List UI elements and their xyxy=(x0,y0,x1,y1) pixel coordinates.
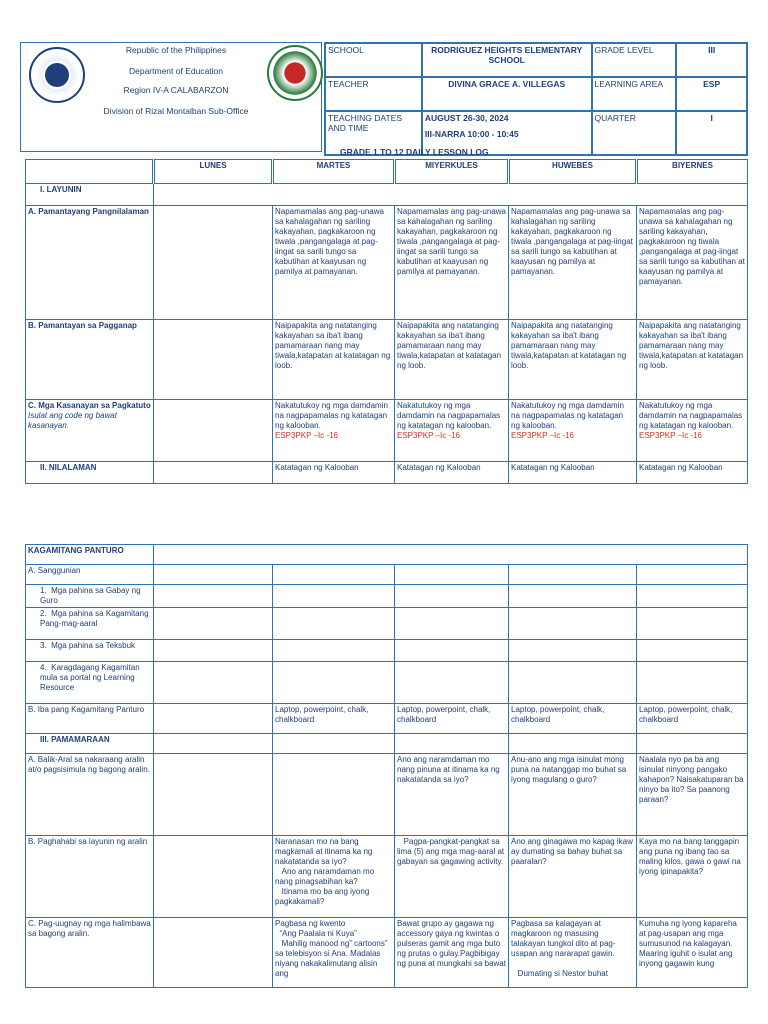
blank-cell xyxy=(395,585,509,608)
department-text: Department of Education xyxy=(128,66,224,76)
kasanayan-label: C. Mga Kasanayan sa Pagkatuto xyxy=(28,401,151,410)
school-value: RODRIGUEZ HEIGHTS ELEMENTARY SCHOOL xyxy=(422,43,592,77)
blank-cell xyxy=(509,585,637,608)
blank-cell xyxy=(637,640,748,662)
paghahabi-miyerkules: Pagpa-pangkat-pangkat sa lima (5) ang mga mag-aaral at gabayan sa gagawing activity. xyxy=(395,836,509,918)
nilalaman-martes: Katatagan ng Kalooban xyxy=(273,462,395,484)
header xyxy=(20,42,748,152)
pagganap-lunes xyxy=(154,320,273,400)
blank-cell xyxy=(395,734,509,754)
kasanayan-code: ESP3PKP –Ic -16 xyxy=(639,431,702,440)
kasanayan-text: Nakatutukoy ng mga damdamin na nagpapamalas ng katatagan ng kalooban. xyxy=(397,401,501,430)
teacher-value: DIVINA GRACE A. VILLEGAS xyxy=(422,77,592,111)
kasanayan-biyernes xyxy=(637,400,748,462)
blank-cell xyxy=(154,640,273,662)
teacher-label: TEACHER xyxy=(325,77,422,111)
blank-cell xyxy=(273,640,395,662)
kasanayan-text: Nakatutukoy ng mga damdamin na nagpapamalas ng katatagan ng kalooban. xyxy=(275,401,388,430)
nilalaman-huwebes: Katatagan ng Kalooban xyxy=(509,462,637,484)
kagamitang-blank xyxy=(154,545,748,565)
kasanayan-martes xyxy=(273,400,395,462)
sanggunian-item-4: 4. Karagdagang Kagamitan mula sa portal ng Learning Resource xyxy=(26,662,154,704)
blank-cell xyxy=(509,565,637,585)
blank-cell xyxy=(509,662,637,704)
paguugnay-huwebes: Pagbasa sa kalagayan at magkaroon ng masusing talakayan tungkol dito at pag-usapan ang nararapat gawin. Dumating si Nestor buhat xyxy=(509,918,637,988)
blank-cell xyxy=(273,734,395,754)
blank-cell xyxy=(637,608,748,640)
pagganap-miyerkules: Naipapakita ang natatanging kakayahan sa iba't ibang pamamaraan nang may tiwala,katapatan at katatagan ng loob. xyxy=(395,320,509,400)
iba-lunes xyxy=(154,704,273,734)
kasanayan-code: ESP3PKP –Ic -16 xyxy=(275,431,338,440)
school-label: SCHOOL xyxy=(325,43,422,77)
pagganap-martes: Naipapakita ang natatanging kakayahan sa iba't ibang pamamaraan nang may tiwala,katapatan at katatagan ng loob. xyxy=(273,320,395,400)
blank-cell xyxy=(509,608,637,640)
paghahabi-label: B. Paghahabi sa layunin ng aralin xyxy=(26,836,154,918)
quarter-label: QUARTER xyxy=(592,111,677,155)
paguugnay-miyerkules: Bawat grupo ay gagawa ng accessory gaya ng kwintas o pulseras gamit ang mga buto ng prutas o gulay.Pagbibigay ng puna at mungkahi sa bawat xyxy=(395,918,509,988)
lesson-log-table xyxy=(25,159,748,484)
sanggunian-item-text: Karagdagang Kagamitan mula sa portal ng Learning Resource xyxy=(40,663,140,692)
layunin-heading: I. LAYUNIN xyxy=(26,184,154,206)
blank-cell xyxy=(273,585,395,608)
nilalaman-biyernes: Katatagan ng Kalooban xyxy=(637,462,748,484)
school-seal-icon xyxy=(267,45,323,101)
paguugnay-martes: Pagbasa ng kwento “Ang Paalala ni Kuya” Mahilig manood ng” cartoons” sa telebisyon si Ana. Madalas niyang nakakalimutang alisin ang xyxy=(273,918,395,988)
sanggunian-label: A. Sanggunian xyxy=(26,565,154,585)
paguugnay-biyernes: Kumuha ng iyong kapareha at pag-usapan ang mga sumusunod na kalagayan. Maaring iguhit o isulat ang inyong gagawin kung xyxy=(637,918,748,988)
pagganap-label: B. Pamantayan sa Pagganap xyxy=(26,320,154,400)
materials-procedure-table xyxy=(25,544,748,988)
day-martes: MARTES xyxy=(273,160,395,184)
iba-miyerkules: Laptop, powerpoint, chalk, chalkboard xyxy=(395,704,509,734)
iba-martes: Laptop, powerpoint, chalk, chalkboard xyxy=(273,704,395,734)
blank-cell xyxy=(273,608,395,640)
area-label: LEARNING AREA xyxy=(592,77,677,111)
sanggunian-item-1: 1. Mga pahina sa Gabay ng Guro xyxy=(26,585,154,608)
blank-cell xyxy=(154,565,273,585)
day-biyernes: BIYERNES xyxy=(637,160,748,184)
area-value: ESP xyxy=(676,77,747,111)
kasanayan-text: Nakatutukoy ng mga damdamin na nagpapamalas ng katatagan ng kalooban. xyxy=(639,401,743,430)
kasanayan-lunes xyxy=(154,400,273,462)
kasanayan-code: ESP3PKP –Ic -16 xyxy=(511,431,574,440)
sanggunian-item-2: 2. Mga pahina sa Kagamitang Pang-mag-aaral xyxy=(26,608,154,640)
pagganap-huwebes: Naipapakita ang natatanging kakayahan sa iba't ibang pamamaraan nang may tiwala,katapatan at katatagan ng loob. xyxy=(509,320,637,400)
blank-cell xyxy=(637,662,748,704)
pagganap-biyernes: Naipapakita ang natatanging kakayahan sa iba't ibang pamamaraan nang may tiwala,katapatan at katatagan ng loob. xyxy=(637,320,748,400)
paghahabi-lunes xyxy=(154,836,273,918)
dates-label: TEACHING DATES AND TIME xyxy=(325,111,422,155)
paghahabi-biyernes: Kaya mo na bang tanggapin ang puna ng ibang tao sa maling kilos, gawa o gawi na iyong ipinapakita? xyxy=(637,836,748,918)
blank-cell xyxy=(273,662,395,704)
nilalaman-lunes xyxy=(154,462,273,484)
iba-label: B. Iba pang Kagamitang Panturo xyxy=(26,704,154,734)
day-miyerkules: MIYERKULES xyxy=(395,160,509,184)
blank-cell xyxy=(637,565,748,585)
layunin-blank xyxy=(154,184,748,206)
blank-cell xyxy=(273,565,395,585)
blank-cell xyxy=(154,734,273,754)
region-text: Region IV-A CALABARZON xyxy=(123,85,229,95)
balik-label: A. Balik-Aral sa nakaraang aralin at/o pagsisimula ng bagong aralin. xyxy=(26,754,154,836)
grade-value: III xyxy=(676,43,747,77)
sanggunian-item-3: 3. Mga pahina sa Teksbuk xyxy=(26,640,154,662)
nilalaman-heading: II. NILALAMAN xyxy=(26,462,154,484)
balik-huwebes: Anu-ano ang mga isinulat mong puna na natanggap mo buhat sa iyong magulang o guro? xyxy=(509,754,637,836)
pamantayang-biyernes: Napamamalas ang pag-unawa sa kahalagahan ng sariling kakayahan, pagkakaroon ng tiwala ,pangangalaga at pag-iingat sa sarili tungo sa kabutihan at kaayusan ng pamilya at pamayanan. xyxy=(637,206,748,320)
dates-value: AUGUST 26-30, 2024 xyxy=(424,113,509,123)
paguugnay-lunes xyxy=(154,918,273,988)
pamamaraan-heading: III. PAMAMARAAN xyxy=(26,734,154,754)
header-info-table xyxy=(324,42,748,156)
kasanayan-miyerkules xyxy=(395,400,509,462)
pamantayang-martes: Napamamalas ang pag-unawa sa kahalagahan ng sariling kakayahan, pagkakaroon ng tiwala ,pangangalaga at pag-iingat sa sarili tungo sa kabutihan at kaayusan ng pamilya at pamayanan. xyxy=(273,206,395,320)
pamantayang-miyerkules: Napamamalas ang pag-unawa sa kahalagahan ng sariling kakayahan, pagkakaroon ng tiwala ,pangangalaga at pag-iingat sa sarili tungo sa kabutihan at kaayusan ng pamilya at pamayanan. xyxy=(395,206,509,320)
kasanayan-cell xyxy=(26,400,154,462)
republic-text: Republic of the Philippines xyxy=(125,45,227,55)
page-title: GRADE 1 TO 12 DAILY LESSON LOG xyxy=(340,147,489,157)
header-office-box xyxy=(20,42,322,152)
kagamitang-heading: KAGAMITANG PANTURO xyxy=(26,545,154,565)
blank-cell xyxy=(637,585,748,608)
kasanayan-note: Isulat ang code ng bawat kasanayan. xyxy=(28,411,117,430)
sanggunian-item-text: Mga pahina sa Kagamitang Pang-mag-aaral xyxy=(40,609,149,628)
blank-cell xyxy=(154,662,273,704)
balik-lunes xyxy=(154,754,273,836)
sanggunian-item-text: Mga pahina sa Teksbuk xyxy=(51,641,136,650)
day-huwebes: HUWEBES xyxy=(509,160,637,184)
blank-cell xyxy=(509,640,637,662)
blank-cell xyxy=(395,662,509,704)
grade-label: GRADE LEVEL xyxy=(592,43,677,77)
corner-cell xyxy=(26,160,154,184)
kasanayan-huwebes xyxy=(509,400,637,462)
blank-cell xyxy=(395,640,509,662)
kasanayan-text: Nakatutukoy ng mga damdamin na nagpapamalas ng katatagan ng kalooban. xyxy=(511,401,624,430)
blank-cell xyxy=(637,734,748,754)
paguugnay-label: C. Pag-uugnay ng mga halimbawa sa bagong aralin. xyxy=(26,918,154,988)
blank-cell xyxy=(154,585,273,608)
paghahabi-huwebes: Ano ang ginagawa mo kapag ikaw ay dumating sa bahay buhat sa paaralan? xyxy=(509,836,637,918)
balik-biyernes: Naalala nyo pa ba ang isinulat ninyong pangako kahapon? Naisakatuparan ba ninyo ba ito? Sa paanong paraan? xyxy=(637,754,748,836)
pamantayang-huwebes: Napamamalas ang pag-unawa sa kahalagahan ng sariling kakayahan, pagkakaroon ng tiwala ,pangangalaga at pag-iingat sa sarili tungo sa kabutihan at kaayusan ng pamilya at pamayanan. xyxy=(509,206,637,320)
deped-seal-icon xyxy=(29,47,85,103)
blank-cell xyxy=(154,608,273,640)
iba-huwebes: Laptop, powerpoint, chalk, chalkboard xyxy=(509,704,637,734)
blank-cell xyxy=(509,734,637,754)
balik-martes xyxy=(273,754,395,836)
pamantayang-label: A. Pamantayang Pangnilalaman xyxy=(26,206,154,320)
iba-biyernes: Laptop, powerpoint, chalk, chalkboard xyxy=(637,704,748,734)
kasanayan-code: ESP3PKP –Ic -16 xyxy=(397,431,460,440)
blank-cell xyxy=(395,565,509,585)
division-text: Division of Rizal Montalban Sub-Office xyxy=(103,106,249,116)
time-value: III-NARRA 10:00 - 10:45 xyxy=(424,129,519,139)
balik-miyerkules: Ano ang naramdaman mo nang pinuna at itinama ka ng nakatatanda sa iyo? xyxy=(395,754,509,836)
nilalaman-miyerkules: Katatagan ng Kalooban xyxy=(395,462,509,484)
paghahabi-martes: Naranasan mo na bang magkamali at itinama ka ng nakatatanda sa iyo? Ano ang naramdaman mo nang pinagsabihan ka? Itinama mo ba ang iyong pagkakamali? xyxy=(273,836,395,918)
sanggunian-item-text: Mga pahina sa Gabay ng Guro xyxy=(40,586,141,605)
day-lunes: LUNES xyxy=(154,160,273,184)
quarter-value: I xyxy=(676,111,747,155)
blank-cell xyxy=(395,608,509,640)
pamantayang-lunes xyxy=(154,206,273,320)
